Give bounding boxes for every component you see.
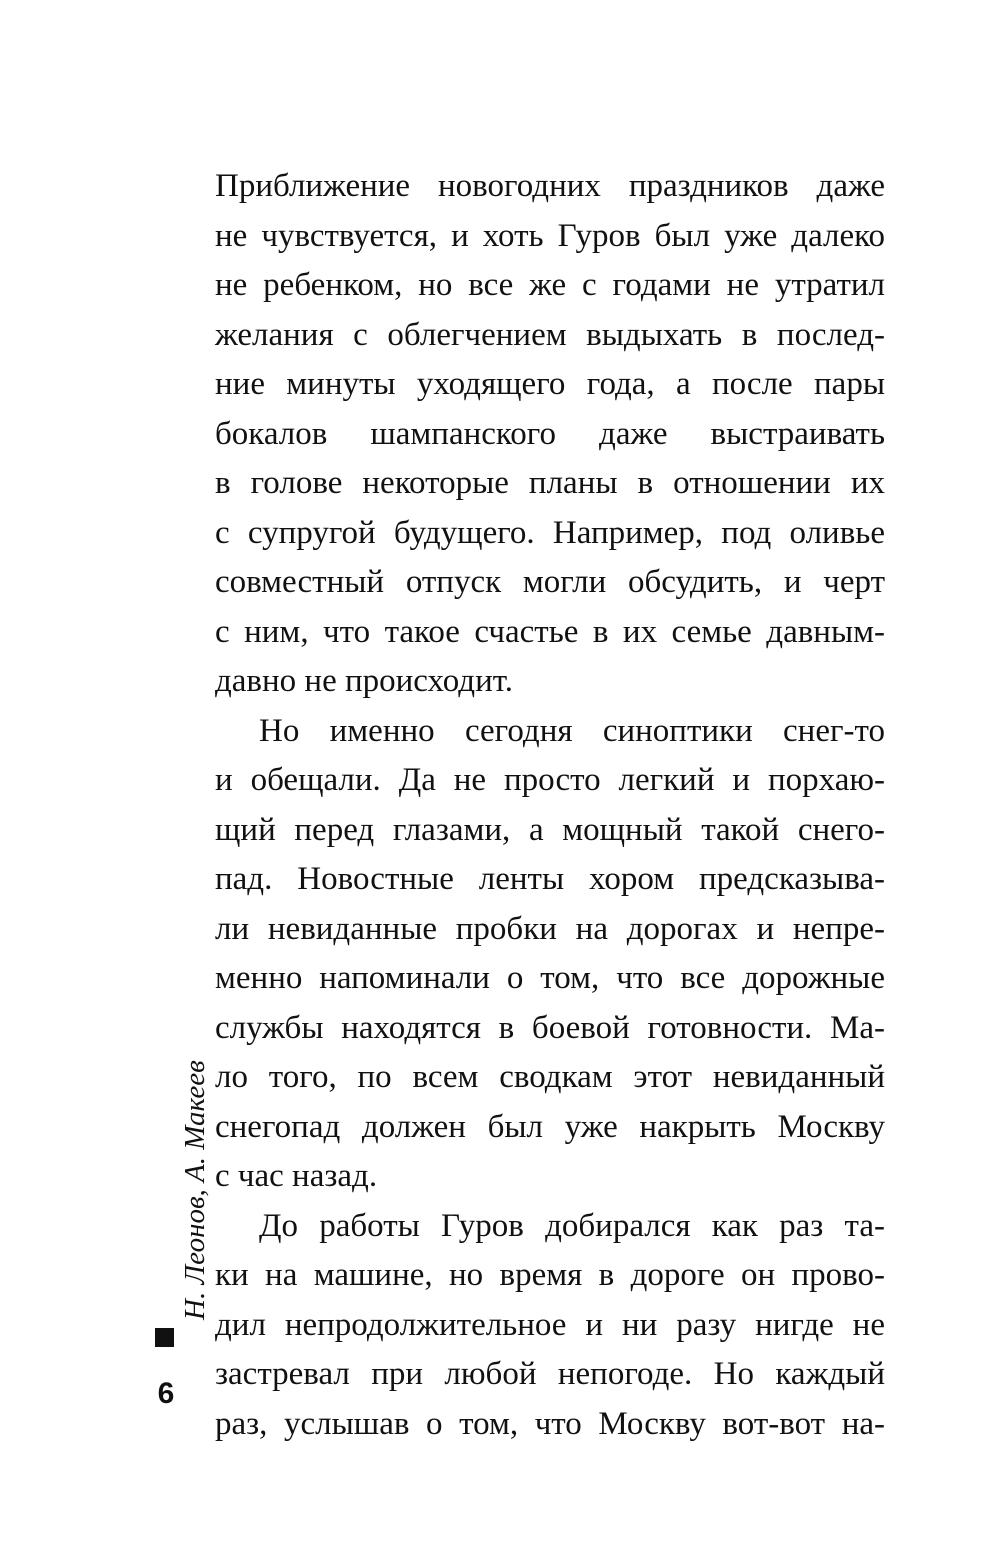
text-line: и обещали. Да не просто легкий и порхаю- <box>215 762 885 798</box>
text-line: ние минуты уходящего года, а после пары <box>215 366 885 402</box>
text-line: До работы Гуров добирался как раз та- <box>259 1207 885 1244</box>
text-line: Но именно сегодня синоптики снег-то <box>259 712 885 749</box>
text-line: застревал при любой непогоде. Но каждый <box>215 1356 885 1392</box>
text-line: снегопад должен был уже накрыть Москву <box>215 1108 885 1145</box>
text-line: не ребенком, но все же с годами не утратил <box>215 267 885 303</box>
text-line: не чувствуется, и хоть Гуров был уже далеко <box>215 217 885 254</box>
text-line: ло того, по всем сводкам этот невиданный <box>215 1059 885 1095</box>
text-line: с супругой будущего. Например, под оливье <box>215 514 885 551</box>
text-line: службы находятся в боевой готовности. Ма- <box>215 1009 885 1046</box>
text-line: раз, услышав о том, что Москву вот-вот на- <box>215 1405 885 1442</box>
page-number: 6 <box>157 1377 175 1410</box>
text-line: в голове некоторые планы в отношении их <box>215 465 885 501</box>
text-line: совместный отпуск могли обсудить, и черт <box>215 564 885 600</box>
text-line: ки на машине, но время в дороге он прово- <box>215 1257 885 1293</box>
body-text <box>215 162 885 1449</box>
text-line: бокалов шампанского даже выстраивать <box>215 415 885 452</box>
text-line: менно напоминали о том, что все дорожные <box>215 960 885 996</box>
square-bullet-icon <box>155 1328 174 1347</box>
text-line: с ним, что такое счастье в их семье давным- <box>215 613 885 650</box>
text-line: Приближение новогодних праздников даже <box>215 168 885 204</box>
text-line: щий перед глазами, а мощный такой снего- <box>215 811 885 848</box>
running-head-author: Н. Леонов, А. Макеев <box>179 1060 211 1320</box>
text-line: дил непродолжительное и ни разу нигде не <box>215 1306 885 1343</box>
text-line: ли невиданные пробки на дорогах и непре- <box>215 910 885 947</box>
text-line: давно не происходит. <box>215 663 513 699</box>
text-line: желания с облегчением выдыхать в послед- <box>215 316 885 353</box>
text-line: пад. Новостные ленты хором предсказыва- <box>215 861 885 897</box>
text-line: с час назад. <box>215 1158 378 1194</box>
